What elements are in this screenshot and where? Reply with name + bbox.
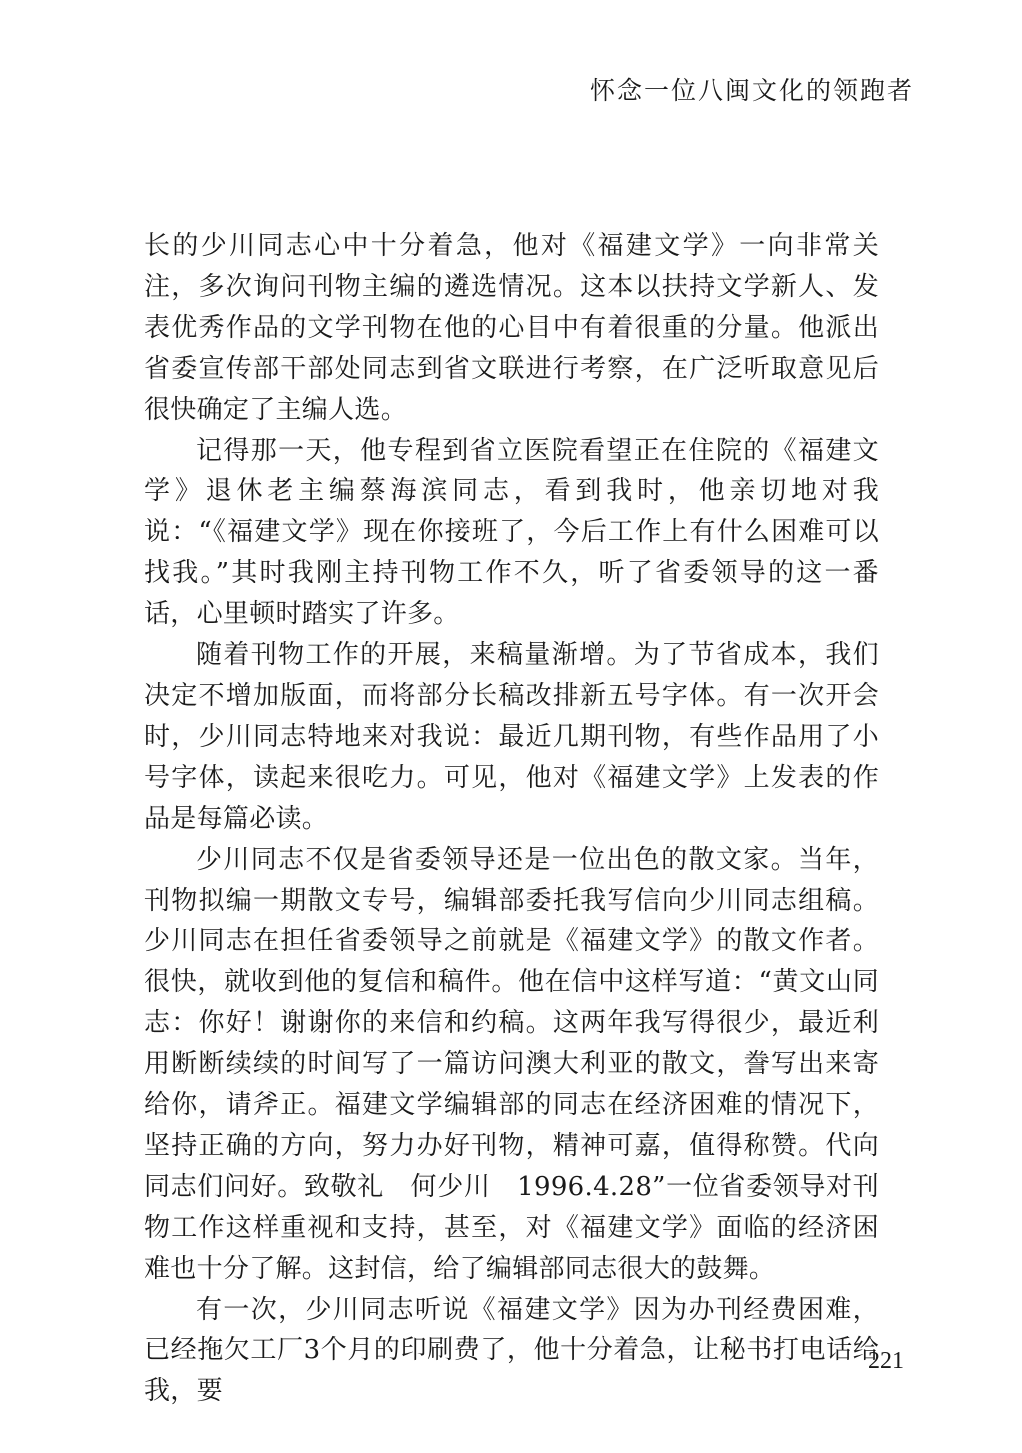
page-number: 221 bbox=[868, 1348, 904, 1374]
paragraph-2: 记得那一天，他专程到省立医院看望正在住院的《福建文学》退休老主编蔡海滨同志，看到我时，他亲切地对我说：“《福建文学》现在你接班了，今后工作上有什么困难可以找我。”其时我刚主持刊物工作不久，听了省委领导的这一番话，心里顿时踏实了许多。 bbox=[144, 435, 879, 630]
paragraph-3: 随着刊物工作的开展，来稿量渐增。为了节省成本，我们决定不增加版面，而将部分长稿改排新五号字体。有一次开会时，少川同志特地来对我说：最近几期刊物，有些作品用了小号字体，读起来很吃力。可见，他对《福建文学》上发表的作品是每篇必读。 bbox=[144, 640, 879, 834]
running-header-title: 怀念一位八闽文化的领跑者 bbox=[589, 76, 914, 105]
paragraph-4: 少川同志不仅是省委领导还是一位出色的散文家。当年，刊物拟编一期散文专号，编辑部委托我写信向少川同志组稿。少川同志在担任省委领导之前就是《福建文学》的散文作者。很快，就收到他的复信和稿件。他在信中这样写道：“黄文山同志：你好！谢谢你的来信和约稿。这两年我写得很少，最近利用断断续续的时间写了一篇访问澳大利亚的散文，誊写出来寄给你，请斧正。福建文学编辑部的同志在经济困难的情况下，坚持正确的方向，努力办好刊物，精神可嘉，值得称赞。代向同志们问好。致敬礼 何少川 1996.4.28”一位省委领导对刊物工作这样重视和支持，甚至，对《福建文学》面临的经济困难也十分了解。这封信，给了编辑部同志很大的鼓舞。 bbox=[144, 844, 879, 1284]
paragraph-1: 长的少川同志心中十分着急，他对《福建文学》一向非常关注，多次询问刊物主编的遴选情况。这本以扶持文学新人、发表优秀作品的文学刊物在他的心目中有着很重的分量。他派出省委宣传部干部处同志到省文联进行考察，在广泛听取意见后很快确定了主编人选。 bbox=[144, 231, 879, 425]
paragraph-5: 有一次，少川同志听说《福建文学》因为办刊经费困难，已经拖欠工厂3个月的印刷费了，他十分着急，让秘书打电话给我，要 bbox=[144, 1294, 879, 1407]
article-body bbox=[144, 226, 879, 1412]
